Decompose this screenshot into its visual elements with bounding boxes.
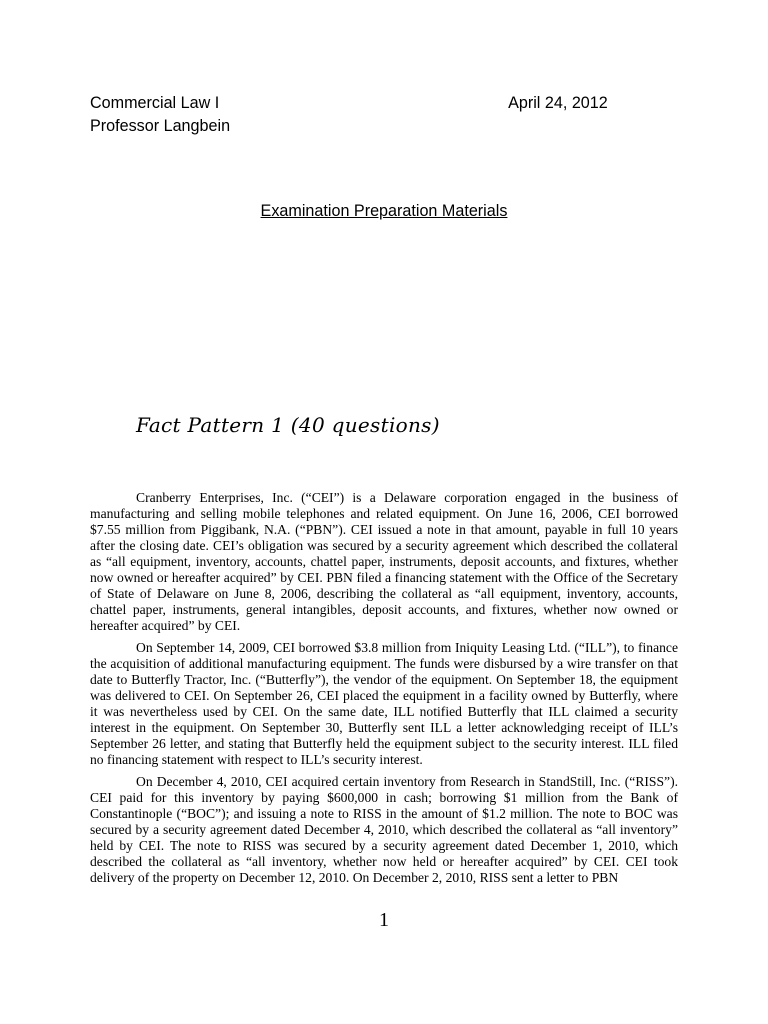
exam-date: April 24, 2012 [508,93,608,112]
fact-pattern-heading: Fact Pattern 1 (40 questions) [136,413,440,437]
professor-name: Professor Langbein [90,116,231,135]
document-title: Examination Preparation Materials [260,201,508,220]
paragraph-3: On December 4, 2010, CEI acquired certain inventory from Research in StandStill, Inc. (“RISS”). CEI paid for this inventory by paying $600,000 in cash; borrowing $1 million from the Bank of Constantinople (“BOC”); and issuing a note to RISS in the amount of $1.2 million. The note to BOC was secured by a security agreement dated December 4, 2010, which described the collateral as “all inventory” held by CEI. The note to RISS was secured by a security agreement dated December 1, 2010, which described the collateral as “all inventory, whether now held or hereafter acquired” by CEI. CEI took delivery of the property on December 12, 2010. On December 2, 2010, RISS sent a letter to PBN [90,774,678,885]
page-number: 1 [379,909,389,931]
body-text [90,490,678,892]
paragraph-1: Cranberry Enterprises, Inc. (“CEI”) is a Delaware corporation engaged in the business of manufacturing and selling mobile telephones and related equipment. On June 16, 2006, CEI borrowed $7.55 million from Piggibank, N.A. (“PBN”). CEI issued a note in that amount, payable in full 10 years after the closing date. CEI’s obligation was secured by a security agreement which described the collateral as “all equipment, inventory, accounts, chattel paper, instruments, deposit accounts, and fixtures, whether now owned or hereafter acquired” by CEI. PBN filed a financing statement with the Office of the Secretary of State of Delaware on June 8, 2006, describing the collateral as “all equipment, inventory, accounts, chattel paper, instruments, general intangibles, deposit accounts, and fixtures, whether now owned or hereafter acquired” by CEI. [90,490,678,633]
course-name: Commercial Law I [90,93,220,112]
paragraph-2: On September 14, 2009, CEI borrowed $3.8 million from Iniquity Leasing Ltd. (“ILL”), to finance the acquisition of additional manufacturing equipment. The funds were disbursed by a wire transfer on that date to Butterfly Tractor, Inc. (“Butterfly”), the vendor of the equipment. On September 18, the equipment was delivered to CEI. On September 26, CEI placed the equipment in a facility owned by Butterfly, where it was nevertheless used by CEI. On the same date, ILL notified Butterfly that ILL claimed a security interest in the equipment. On September 30, Butterfly sent ILL a letter acknowledging receipt of ILL’s September 26 letter, and stating that Butterfly held the equipment subject to the security interest. ILL filed no financing statement with respect to ILL’s security interest. [90,640,678,767]
header-course-line [90,91,608,115]
header-professor-line [90,114,608,138]
